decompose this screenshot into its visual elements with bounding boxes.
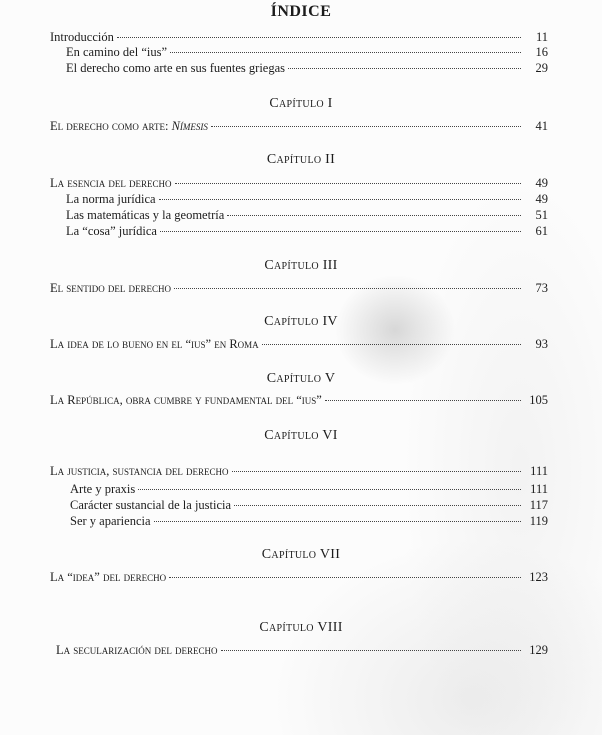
toc-subentry-label: El derecho como arte en sus fuentes griegas: [66, 61, 286, 75]
toc-entry-page: 11: [535, 30, 548, 44]
dot-leader: [288, 68, 521, 69]
toc-subentry-label: Arte y praxis: [70, 482, 136, 496]
page-title: ÍNDICE: [270, 3, 332, 20]
dot-leader: [211, 126, 521, 127]
toc-subentry-page: 49: [535, 192, 548, 206]
toc-chapter-entry: [50, 118, 548, 134]
toc-chapter-entry: [50, 280, 548, 296]
toc-subentry-label: La norma jurídica: [66, 192, 156, 206]
dot-leader: [262, 344, 521, 345]
toc-chapter-page: 105: [529, 393, 548, 407]
toc-subentry-page: 111: [530, 482, 548, 496]
toc-chapter-page: 129: [529, 643, 548, 657]
toc-chapter-label: La “idea” del derecho: [50, 570, 167, 584]
toc-chapter-page: 111: [530, 464, 548, 478]
chapter-heading: Capítulo VI: [264, 428, 338, 443]
toc-chapter-page: 123: [529, 570, 548, 584]
toc-chapter-page: 73: [535, 281, 548, 295]
toc-chapter-entry: [50, 392, 548, 408]
toc-subentry-label: Ser y apariencia: [70, 514, 151, 528]
toc-chapter-label: La esencia del derecho: [50, 176, 172, 190]
toc-subentry-page: 16: [535, 45, 548, 59]
toc-subentry-label: Las matemáticas y la geometría: [66, 208, 225, 222]
toc-chapter-entry: [50, 463, 548, 479]
dot-leader: [227, 215, 521, 216]
toc-subentry: [66, 207, 548, 223]
dot-leader: [221, 650, 521, 651]
toc-chapter-label: La justicia, sustancia del derecho: [50, 464, 229, 478]
toc-subentry-page: 119: [529, 514, 548, 528]
chapter-heading: Capítulo VIII: [259, 620, 343, 635]
toc-entry-introduccion: [50, 29, 548, 45]
emphasis-word: Nímesis: [171, 119, 208, 133]
toc-subentry-page: 61: [535, 224, 548, 238]
dot-leader: [325, 400, 521, 401]
toc-chapter-label: El sentido del derecho: [50, 281, 171, 295]
toc-subentry: [70, 497, 548, 513]
toc-subentry: [66, 223, 548, 239]
toc-subentry-label: La “cosa” jurídica: [66, 224, 157, 238]
dot-leader: [169, 577, 521, 578]
chapter-heading: Capítulo I: [269, 96, 333, 111]
toc-chapter-entry: [50, 175, 548, 191]
dot-leader: [175, 183, 521, 184]
toc-subentry: [66, 60, 548, 76]
dot-leader: [159, 199, 521, 200]
toc-subentry: [70, 513, 548, 529]
dot-leader: [154, 521, 521, 522]
toc-entry-label: Introducción: [50, 30, 114, 44]
dot-leader: [174, 288, 521, 289]
toc-subentry: [70, 481, 548, 497]
toc-subentry-page: 117: [529, 498, 548, 512]
dot-leader: [170, 52, 521, 53]
toc-subentry-label: Carácter sustancial de la justicia: [70, 498, 232, 512]
chapter-heading: Capítulo III: [264, 258, 338, 273]
chapter-heading: Capítulo II: [266, 152, 336, 167]
toc-chapter-page: 41: [535, 119, 548, 133]
toc-chapter-entry: [50, 569, 548, 585]
dot-leader: [138, 489, 521, 490]
chapter-heading: Capítulo IV: [264, 314, 338, 329]
dot-leader: [117, 37, 521, 38]
toc-chapter-page: 93: [535, 337, 548, 351]
dot-leader: [232, 471, 521, 472]
toc-subentry-label: En camino del “ius”: [66, 45, 168, 59]
dot-leader: [234, 505, 521, 506]
toc-chapter-entry: [50, 336, 548, 352]
toc-subentry: [66, 44, 548, 60]
toc-chapter-page: 49: [535, 176, 548, 190]
dot-leader: [160, 231, 521, 232]
toc-chapter-label: El derecho como arte: Nímesis: [50, 119, 208, 133]
toc-subentry: [66, 191, 548, 207]
chapter-heading: Capítulo V: [266, 371, 336, 386]
toc-subentry-page: 51: [535, 208, 548, 222]
toc-subentry-page: 29: [535, 61, 548, 75]
toc-chapter-entry: [56, 642, 548, 658]
toc-chapter-label: La secularización del derecho: [56, 643, 218, 657]
chapter-heading: Capítulo VII: [261, 547, 341, 562]
toc-chapter-label: La idea de lo bueno en el “ius” en Roma: [50, 337, 259, 351]
toc-chapter-label: La República, obra cumbre y fundamental del “ius”: [50, 393, 322, 407]
